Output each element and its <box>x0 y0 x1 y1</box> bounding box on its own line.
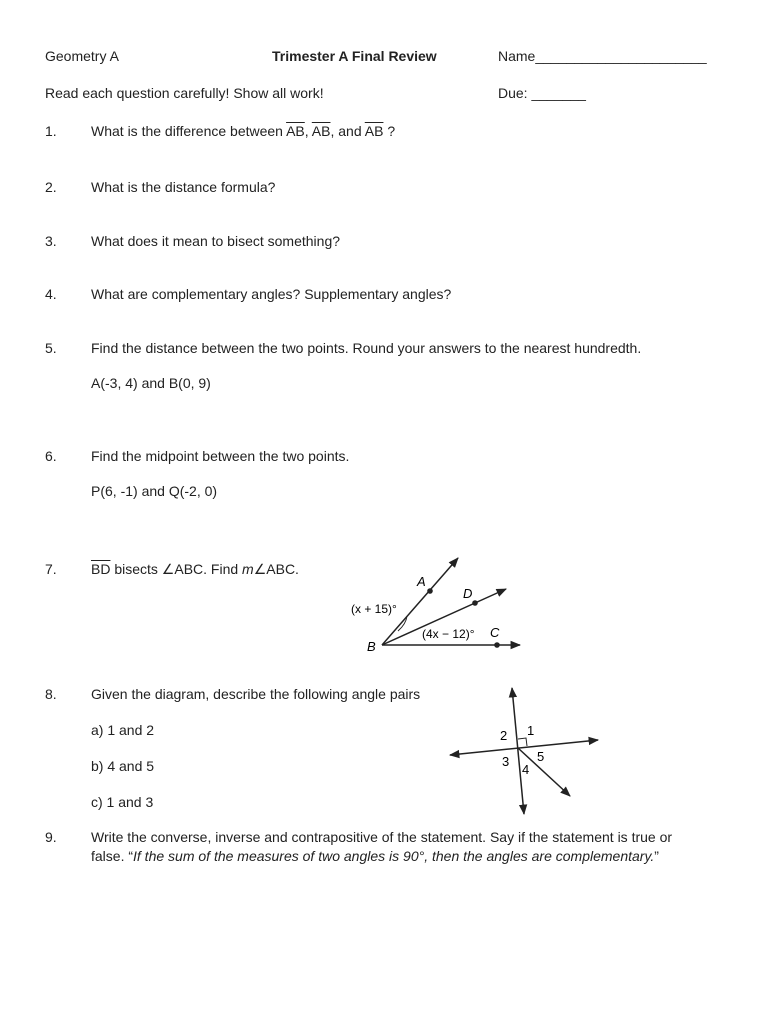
ray-notation: $\overline{AB}$ <box>311 123 331 139</box>
angle-pair-item: c) 1 and 3 <box>91 794 154 810</box>
q1-part: What is the difference between <box>91 123 287 139</box>
question-7-text <box>91 561 299 578</box>
q1-part: , and <box>330 123 365 139</box>
question-number: 4. <box>45 286 57 302</box>
angle-pair-item: a) 1 and 2 <box>91 722 155 738</box>
question-number: 3. <box>45 233 57 249</box>
question-2-text: What is the distance formula? <box>91 179 276 195</box>
page-title: Trimester A Final Review <box>272 48 437 64</box>
question-3-text: What does it mean to bisect something? <box>91 233 341 249</box>
conditional-statement: If the sum of the measures of two angles is 90°, then the angles are complementary. <box>133 848 655 864</box>
line-notation: $\overline{AB}$ <box>364 123 384 139</box>
angle-label-4: 4 <box>522 762 530 777</box>
q9-part: ” <box>654 848 659 864</box>
question-number: 5. <box>45 340 57 356</box>
q1-part: ? <box>383 123 396 139</box>
label-b: B <box>367 639 376 654</box>
label-c: C <box>490 625 500 640</box>
ray-notation: $\overline{BD}$ <box>91 561 111 577</box>
question-9-statement <box>91 848 659 864</box>
q1-part: , <box>304 123 312 139</box>
question-number: 8. <box>45 686 57 702</box>
angle-label-3: 3 <box>502 754 510 769</box>
question-6-points: P(6, -1) and Q(-2, 0) <box>91 483 218 499</box>
instructions: Read each question carefully! Show all work! <box>45 85 324 101</box>
q7-part: ∠ABC. <box>253 561 299 577</box>
point-a <box>427 588 433 594</box>
question-6-text: Find the midpoint between the two points. <box>91 448 350 464</box>
angle-pair-item: b) 4 and 5 <box>91 758 155 774</box>
name-field-label: Name______________________ <box>498 48 707 64</box>
question-9-text: Write the converse, inverse and contrapositive of the statement. Say if the statement is true or <box>91 829 673 845</box>
right-angle-mark <box>518 738 527 746</box>
question-number: 9. <box>45 829 57 845</box>
label-a: A <box>417 574 426 589</box>
segment-notation: $\overline{AB}$ <box>286 123 305 139</box>
question-4-text: What are complementary angles? Supplementary angles? <box>91 286 452 302</box>
question-1-text <box>91 123 395 139</box>
angle-label-2: 2 <box>500 728 508 743</box>
angle-left-label: (x + 15)° <box>351 602 397 616</box>
intersecting-lines-diagram <box>440 682 610 820</box>
question-number: 2. <box>45 179 57 195</box>
q9-part: false. “ <box>91 848 134 864</box>
question-number: 7. <box>45 561 57 577</box>
q7-part: bisects ∠ABC. Find <box>110 561 243 577</box>
label-d: D <box>463 586 473 601</box>
angle-bisector-diagram <box>340 552 530 657</box>
course-name: Geometry A <box>45 48 119 64</box>
due-field-label: Due: _______ <box>498 85 586 101</box>
question-number: 6. <box>45 448 57 464</box>
angle-label-1: 1 <box>527 723 535 738</box>
measure-symbol: m <box>242 561 254 577</box>
point-c <box>494 642 500 648</box>
question-number: 1. <box>45 123 57 139</box>
point-d <box>472 600 478 606</box>
angle-right-label: (4x − 12)° <box>422 627 475 641</box>
question-5-points: A(-3, 4) and B(0, 9) <box>91 375 211 391</box>
question-8-text: Given the diagram, describe the following angle pairs <box>91 686 421 702</box>
question-5-text: Find the distance between the two points. Round your answers to the nearest hundredth. <box>91 340 642 356</box>
angle-label-5: 5 <box>537 749 545 764</box>
